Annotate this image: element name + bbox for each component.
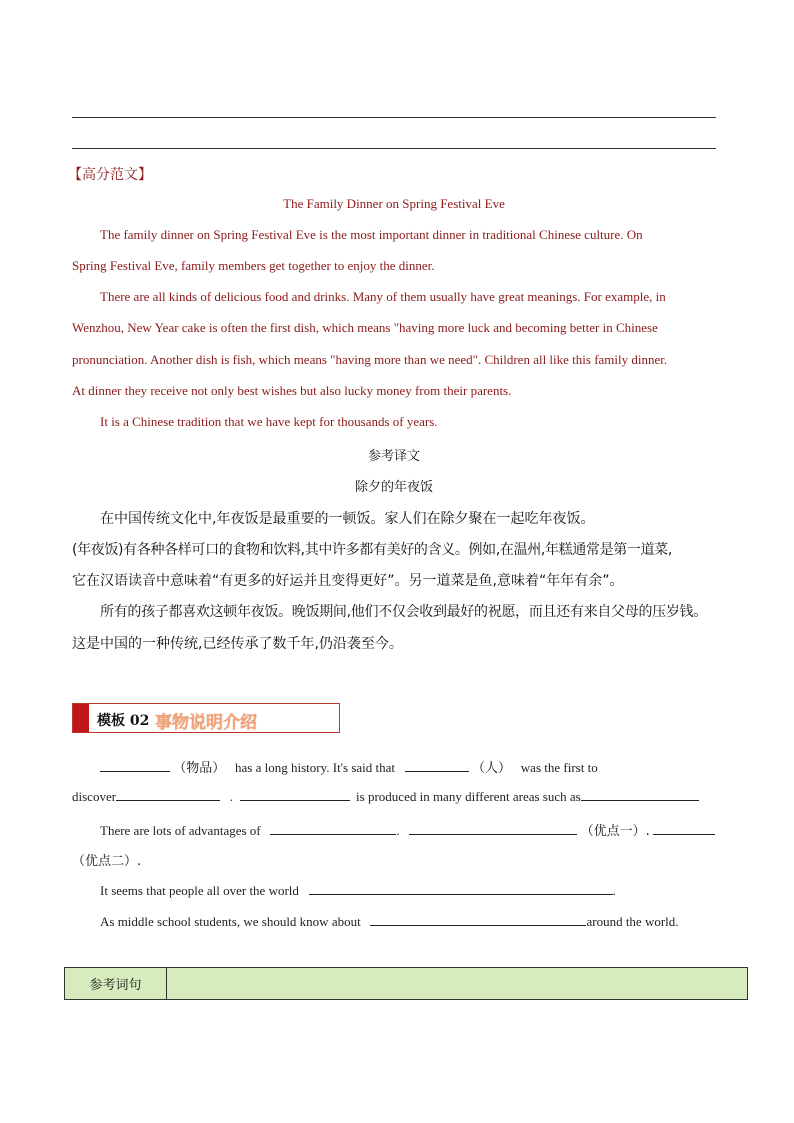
reference-words-table xyxy=(64,967,748,1000)
template-text: has a long history. It's said that xyxy=(235,760,396,775)
person-hint: （人） xyxy=(472,761,512,776)
template-title: 事物说明介绍 xyxy=(155,713,257,733)
translation-line-1: 在中国传统文化中,年夜饭是最重要的一顿饭。家人们在除夕聚在一起吃年夜饭。 xyxy=(100,511,595,527)
blank-item[interactable] xyxy=(100,759,170,772)
template-text: was the first to xyxy=(520,760,598,775)
template-text: . xyxy=(612,883,616,898)
blank-people-opinion[interactable] xyxy=(309,882,613,895)
answer-line-2 xyxy=(72,148,716,149)
template-line-6 xyxy=(100,913,679,930)
template-line-1 xyxy=(100,757,598,776)
essay-line-4: Wenzhou, New Year cake is often the first dish, which means "having more luck and becoming better in Chinese xyxy=(72,320,658,335)
translation-line-5: 这是中国的一种传统,已经传承了数千年,仍沿袭至今。 xyxy=(72,636,403,652)
essay-line-3: There are all kinds of delicious food and drinks. Many of them usually have great meanings. For example, in xyxy=(100,289,666,304)
template-line-2 xyxy=(72,788,699,805)
reference-words-header: 参考词句 xyxy=(65,968,167,999)
reference-words-content xyxy=(167,968,747,999)
template-text: around the world. xyxy=(586,914,679,929)
template-text: discover xyxy=(72,789,117,804)
template-text: is produced in many different areas such as xyxy=(356,789,581,804)
translation-heading: 参考译文 xyxy=(367,449,420,464)
translation-title: 除夕的年夜饭 xyxy=(354,480,433,495)
translation-line-3: 它在汉语读音中意味着“有更多的好运并且变得更好”。另一道菜是鱼,意味着“年年有余”。 xyxy=(72,573,624,589)
essay-line-5: pronunciation. Another dish is fish, which means "having more than we need". Children all like this family dinner. xyxy=(72,352,668,367)
template-section-tag xyxy=(72,703,340,733)
model-essay-title: The Family Dinner on Spring Festival Eve xyxy=(283,196,505,211)
translation-line-2: (年夜饭)有各种各样可口的食物和饮料,其中许多都有美好的含义。例如,在温州,年糕通常是第一道菜, xyxy=(72,542,672,558)
blank-subject[interactable] xyxy=(240,788,350,801)
blank-discovery[interactable] xyxy=(116,788,220,801)
template-text: . xyxy=(229,789,234,804)
template-text: . xyxy=(396,823,400,838)
template-text: It seems that people all over the world xyxy=(100,883,299,898)
template-text: As middle school students, we should know about xyxy=(100,914,361,929)
blank-advantages-of[interactable] xyxy=(270,822,396,835)
template-line-5 xyxy=(100,882,616,899)
model-essay-label: 【高分范文】 xyxy=(68,167,152,183)
essay-line-1: The family dinner on Spring Festival Eve is the most important dinner in traditional Chinese culture. On xyxy=(100,227,643,242)
essay-line-2: Spring Festival Eve, family members get together to enjoy the dinner. xyxy=(72,258,435,273)
essay-line-7: It is a Chinese tradition that we have kept for thousands of years. xyxy=(100,414,438,429)
template-line-3 xyxy=(100,820,715,839)
item-hint: （物品） xyxy=(173,761,226,776)
advantage-2-hint: （优点二）. xyxy=(72,854,142,869)
advantage-1-hint: （优点一）. xyxy=(580,824,650,839)
blank-advantage-2[interactable] xyxy=(653,822,715,835)
blank-know-about[interactable] xyxy=(370,913,586,926)
essay-line-6: At dinner they receive not only best wishes but also lucky money from their parents. xyxy=(72,383,512,398)
blank-advantage-1[interactable] xyxy=(409,822,577,835)
blank-areas[interactable] xyxy=(581,788,699,801)
tag-accent-bar xyxy=(73,704,89,732)
template-number: 模板 02 xyxy=(97,713,150,729)
blank-person[interactable] xyxy=(405,759,469,772)
answer-line-1 xyxy=(72,117,716,118)
translation-line-4: 所有的孩子都喜欢这顿年夜饭。晚饭期间,他们不仅会收到最好的祝愿，而且还有来自父母的压岁钱。 xyxy=(100,604,707,620)
template-text: There are lots of advantages of xyxy=(100,823,261,838)
